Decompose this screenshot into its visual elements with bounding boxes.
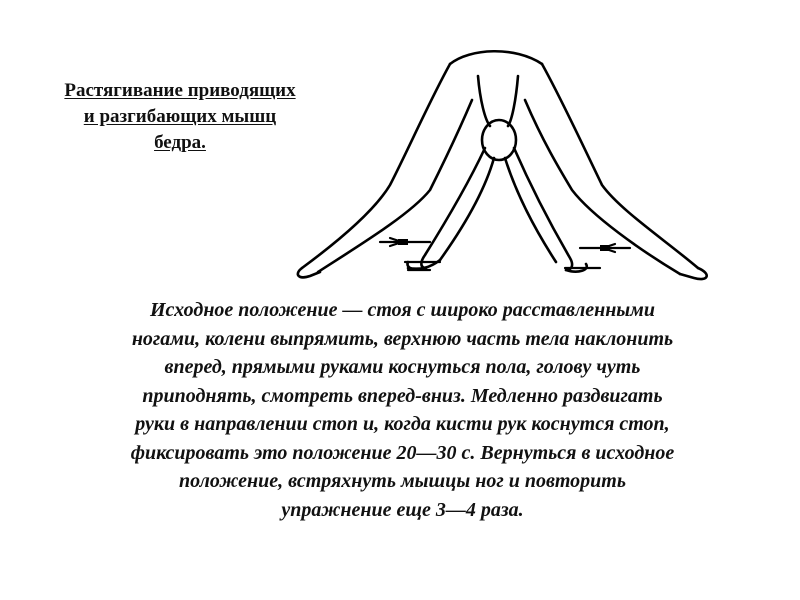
description-line-4: приподнять, смотреть вперед-вниз. Медленно раздвигать bbox=[142, 384, 663, 407]
stretching-figure-illustration bbox=[280, 30, 720, 290]
title-line-1: Растягивание приводящих bbox=[64, 80, 296, 101]
description-line-3: вперед, прямыми руками коснуться пола, голову чуть bbox=[164, 356, 641, 378]
description-line-1: Исходное положение — стоя с широко расставленными bbox=[150, 299, 655, 321]
title-line-2: и разгибающих мышц bbox=[83, 106, 277, 127]
stretching-figure-icon bbox=[280, 30, 720, 290]
title-line-3: бедра. bbox=[154, 132, 206, 153]
description-line-5: руки в направлении стоп и, когда кисти рук коснутся стоп, bbox=[135, 413, 670, 435]
description-line-7: положение, встряхнуть мышцы ног и повторить bbox=[179, 470, 626, 492]
description-line-2: ногами, колени выпрямить, верхнюю часть тела наклонить bbox=[131, 327, 674, 350]
exercise-description bbox=[30, 296, 775, 524]
description-line-6: фиксировать это положение 20—30 с. Вернуться в исходное bbox=[130, 441, 675, 464]
description-line-8: упражнение еще 3—4 раза. bbox=[281, 498, 524, 521]
